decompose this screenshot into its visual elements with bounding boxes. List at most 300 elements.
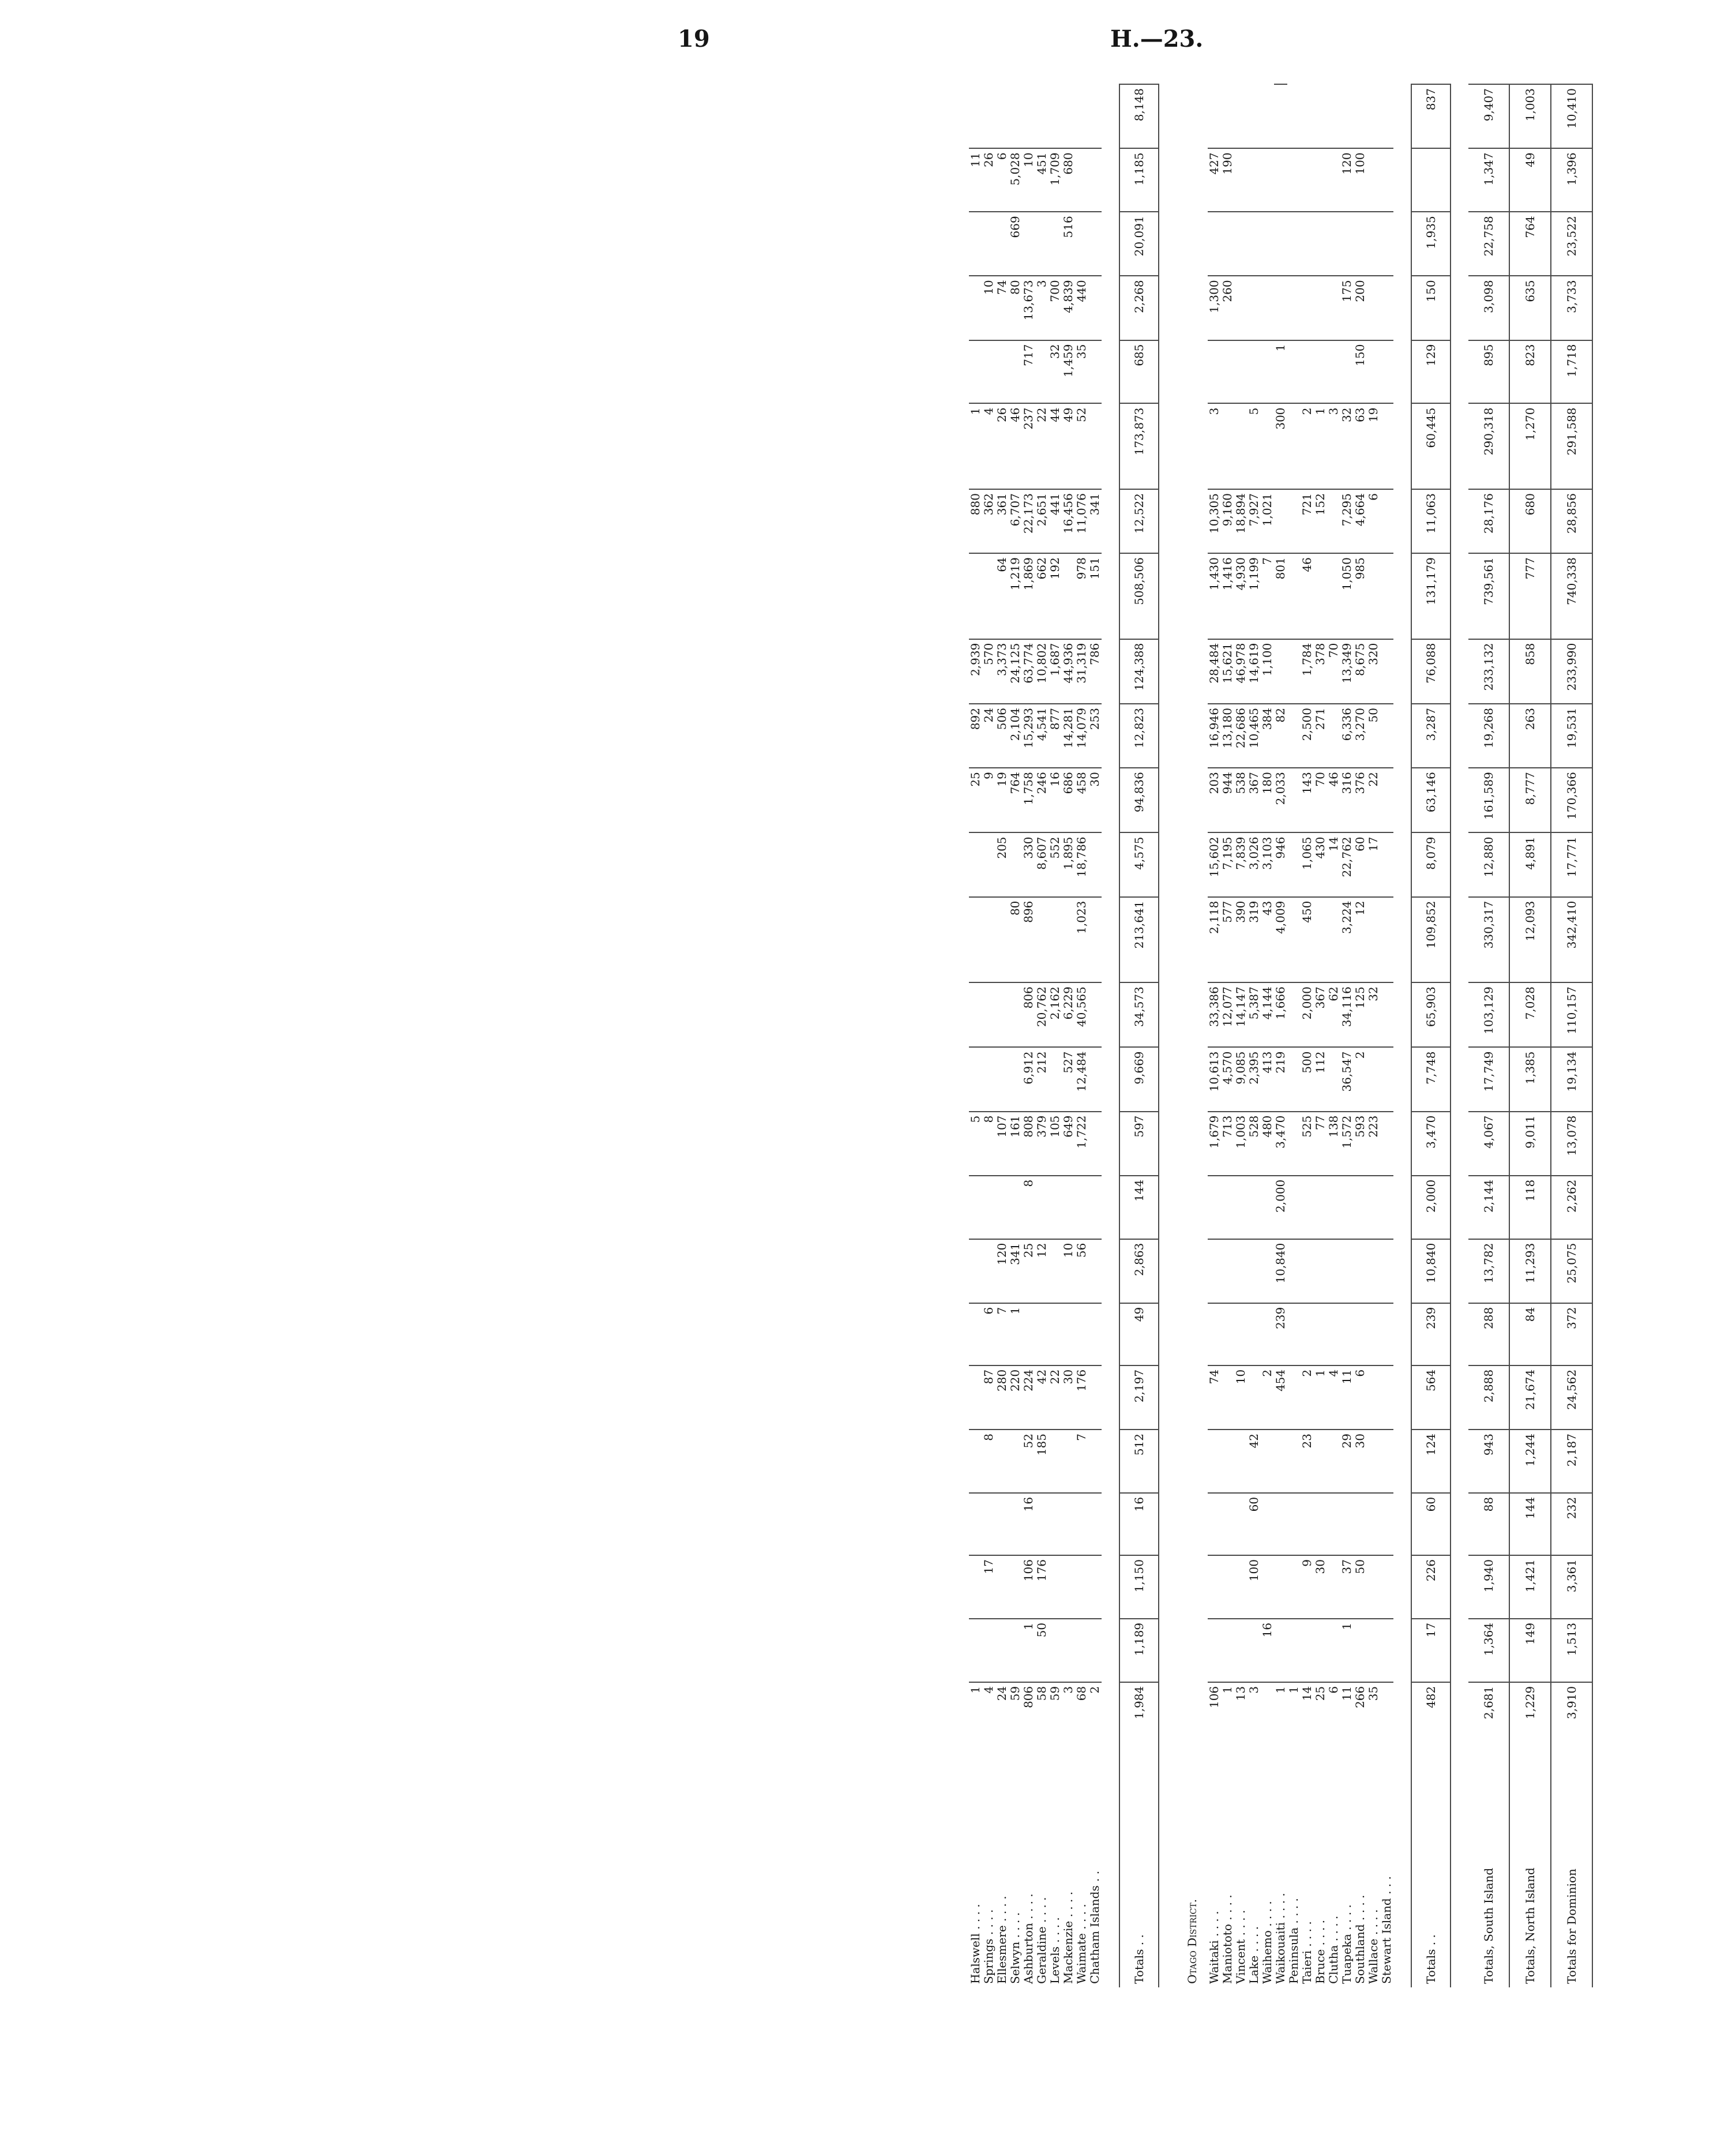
table-cell: [1221, 1303, 1234, 1365]
table-cell: 100: [1247, 1555, 1261, 1619]
table-cell: 60,445: [1411, 403, 1451, 489]
table-cell: 212: [1035, 1047, 1049, 1111]
table-cell: [1287, 982, 1301, 1047]
table-cell: 14: [1301, 1682, 1314, 1745]
table-cell: 161: [1009, 1112, 1022, 1176]
table-cell: 9,011: [1509, 1112, 1551, 1176]
table-cell: 680: [1062, 148, 1075, 212]
table-cell: 1,199: [1247, 553, 1261, 639]
table-cell: 176: [1075, 1365, 1088, 1430]
table-cell: 3,224: [1340, 897, 1354, 983]
table-cell: [1274, 489, 1287, 553]
table-cell: [1314, 212, 1327, 276]
table-cell: [1247, 148, 1261, 212]
table-cell: [1208, 340, 1221, 404]
table-cell: [1088, 1619, 1102, 1682]
table-cell: [1340, 212, 1354, 276]
table-cell: 13,782: [1468, 1239, 1509, 1303]
table-cell: 686: [1062, 768, 1075, 832]
table-cell: 300: [1274, 403, 1287, 489]
table-cell: [1088, 403, 1102, 489]
table-row: [1062, 84, 1075, 1987]
table-cell: [1367, 1239, 1380, 1303]
table-cell: [969, 1047, 982, 1111]
table-row: [1354, 84, 1367, 1987]
table-cell: 30: [1062, 1365, 1075, 1430]
table-cell: [995, 897, 1009, 983]
table-cell: 892: [969, 704, 982, 768]
table-cell: 260: [1221, 276, 1234, 340]
row-label: Peninsula . . . .: [1287, 1898, 1301, 1984]
table-cell: 1,722: [1075, 1112, 1088, 1176]
row-label: Waitaki . . . .: [1207, 1911, 1221, 1984]
table-cell: 538: [1234, 768, 1247, 832]
table-cell: [982, 1239, 995, 1303]
spacer-row: [1102, 84, 1119, 1987]
table-cell: 2,144: [1468, 1176, 1509, 1239]
table-cell: 9,085: [1234, 1047, 1247, 1111]
table-cell: 14,147: [1234, 982, 1247, 1047]
table-cell: 367: [1314, 982, 1327, 1047]
table-cell: [1380, 1047, 1393, 1111]
table-cell: [1354, 1493, 1367, 1555]
table-cell: 65,903: [1411, 982, 1451, 1047]
table-cell: 6,707: [1009, 489, 1022, 553]
table-cell: 3,470: [1411, 1112, 1451, 1176]
table-cell: [1327, 148, 1340, 212]
table-cell: [1208, 1430, 1221, 1493]
table-cell: 56: [1075, 1239, 1088, 1303]
table-cell: [1287, 1619, 1301, 1682]
table-cell: [1274, 639, 1287, 704]
table-cell: 527: [1062, 1047, 1075, 1111]
table-cell: 1,416: [1221, 553, 1234, 639]
table-cell: [1221, 340, 1234, 404]
table-cell: 176: [1035, 1555, 1049, 1619]
table-cell: [969, 897, 982, 983]
table-cell: 1,023: [1075, 897, 1088, 983]
table-cell: 43: [1261, 897, 1274, 983]
table-cell: 24: [982, 704, 995, 768]
table-cell: 149: [1509, 1619, 1551, 1682]
table-cell: 680: [1509, 489, 1551, 553]
table-cell: [1314, 1176, 1327, 1239]
table-cell: 15,621: [1221, 639, 1234, 704]
table-cell: 280: [995, 1365, 1009, 1430]
table-cell: [969, 553, 982, 639]
table-cell: 786: [1088, 639, 1102, 704]
spacer-cell: [1159, 84, 1177, 1987]
table-cell: 506: [995, 704, 1009, 768]
table-cell: [1380, 553, 1393, 639]
table-cell: 10: [1062, 1239, 1075, 1303]
table-cell: 4,570: [1221, 1047, 1234, 1111]
table-cell: 46: [1301, 553, 1314, 639]
table-cell: 6: [995, 148, 1009, 212]
table-cell: 200: [1354, 276, 1367, 340]
table-cell: [1234, 340, 1247, 404]
spacer-row: [1451, 84, 1468, 1987]
table-cell: 233,990: [1551, 639, 1592, 704]
table-cell: [1340, 1303, 1354, 1365]
table-cell: 49: [1119, 1303, 1159, 1365]
table-cell: [1301, 1176, 1314, 1239]
table-cell: [1208, 1493, 1221, 1555]
table-cell: 2,500: [1301, 704, 1314, 768]
table-cell: 12,823: [1119, 704, 1159, 768]
table-row: [1035, 84, 1049, 1987]
table-cell: 896: [1022, 897, 1035, 983]
table-cell: 2,187: [1551, 1430, 1592, 1493]
table-cell: 482: [1411, 1682, 1451, 1745]
table-cell: 1,687: [1049, 639, 1062, 704]
table-cell: [1314, 1430, 1327, 1493]
table-cell: [1088, 982, 1102, 1047]
table-cell: 378: [1314, 639, 1327, 704]
table-cell: [1234, 212, 1247, 276]
table-cell: 390: [1234, 897, 1247, 983]
table-cell: 6: [1354, 1365, 1367, 1430]
table-cell: [1274, 1619, 1287, 1682]
table-cell: 9: [982, 768, 995, 832]
table-cell: 120: [1340, 148, 1354, 212]
table-cell: [1075, 1303, 1088, 1365]
table-cell: [1049, 1619, 1062, 1682]
totals-row: [1119, 84, 1159, 1987]
table-cell: 12,093: [1509, 897, 1551, 983]
table-cell: [1327, 1555, 1340, 1619]
table-cell: 552: [1049, 832, 1062, 896]
table-cell: 49: [1062, 403, 1075, 489]
table-cell: [1301, 340, 1314, 404]
table-cell: 2,888: [1468, 1365, 1509, 1430]
table-cell: [1380, 1112, 1393, 1176]
table-cell: 342,410: [1551, 897, 1592, 983]
table-cell: [982, 982, 995, 1047]
table-cell: [1314, 276, 1327, 340]
table-cell: 288: [1468, 1303, 1509, 1365]
table-cell: [1221, 1239, 1234, 1303]
table-cell: 28,856: [1551, 489, 1592, 553]
row-label: Lake . . . .: [1247, 1926, 1261, 1984]
table-cell: 34,573: [1119, 982, 1159, 1047]
row-label: Waihemo . . . .: [1260, 1901, 1274, 1984]
table-cell: 13,673: [1022, 276, 1035, 340]
table-row: [1340, 84, 1354, 1987]
table-cell: [1261, 212, 1274, 276]
table-cell: 1,050: [1340, 553, 1354, 639]
table-cell: [1247, 276, 1261, 340]
table-cell: [969, 982, 982, 1047]
table-cell: 120: [995, 1239, 1009, 1303]
table-cell: [1380, 1619, 1393, 1682]
table-cell: [982, 1047, 995, 1111]
table-cell: 2,651: [1035, 489, 1049, 553]
table-cell: 330: [1022, 832, 1035, 896]
table-cell: [1327, 340, 1340, 404]
table-cell: [1009, 340, 1022, 404]
table-cell: 16: [1049, 768, 1062, 832]
table-cell: [1075, 212, 1088, 276]
table-cell: [1261, 1430, 1274, 1493]
table-cell: 22: [1367, 768, 1380, 832]
table-cell: [1301, 1493, 1314, 1555]
table-cell: 103,129: [1468, 982, 1509, 1047]
table-cell: 6: [1367, 489, 1380, 553]
table-cell: 19: [1367, 403, 1380, 489]
table-cell: 764: [1009, 768, 1022, 832]
table-cell: [1261, 148, 1274, 212]
table-cell: [1221, 1493, 1234, 1555]
table-cell: 8,148: [1119, 84, 1159, 148]
table-row: [1049, 84, 1062, 1987]
table-cell: 8,607: [1035, 832, 1049, 896]
table-cell: [969, 212, 982, 276]
table-cell: 124,388: [1119, 639, 1159, 704]
table-cell: 23,522: [1551, 212, 1592, 276]
table-cell: 1,244: [1509, 1430, 1551, 1493]
table-cell: 22,173: [1022, 489, 1035, 553]
table-cell: 35: [1075, 340, 1088, 404]
table-cell: 19,268: [1468, 704, 1509, 768]
table-cell: 22,762: [1340, 832, 1354, 896]
table-cell: [1367, 1047, 1380, 1111]
table-cell: 740,338: [1551, 553, 1592, 639]
table-cell: 10,305: [1208, 489, 1221, 553]
table-cell: 1,300: [1208, 276, 1221, 340]
table-cell: 12: [1035, 1239, 1049, 1303]
table-cell: 458: [1075, 768, 1088, 832]
table-cell: [1247, 212, 1261, 276]
table-cell: [1221, 212, 1234, 276]
spacer-cell: [1393, 84, 1411, 1987]
table-cell: 2,104: [1009, 704, 1022, 768]
table-cell: 1: [969, 1682, 982, 1745]
table-cell: 700: [1049, 276, 1062, 340]
row-label: Totals . .: [1119, 1745, 1159, 1987]
table-cell: 1,984: [1119, 1682, 1159, 1745]
table-cell: 263: [1509, 704, 1551, 768]
table-cell: 319: [1247, 897, 1261, 983]
table-cell: [1221, 403, 1234, 489]
row-label: Ashburton . . . .: [1021, 1893, 1035, 1984]
table-cell: [1088, 1112, 1102, 1176]
table-cell: 451: [1035, 148, 1049, 212]
table-cell: 19: [995, 768, 1009, 832]
table-cell: [1261, 1682, 1274, 1745]
table-cell: [1009, 1176, 1022, 1239]
table-cell: [1314, 553, 1327, 639]
table-cell: [1287, 1493, 1301, 1555]
document-reference: H.—23.: [1110, 25, 1204, 52]
table-cell: 106: [1208, 1682, 1221, 1745]
table-cell: 7: [1261, 553, 1274, 639]
table-cell: [1261, 340, 1274, 404]
table-cell: 94,836: [1119, 768, 1159, 832]
table-cell: 721: [1301, 489, 1314, 553]
table-cell: [1088, 1303, 1102, 1365]
table-cell: 4,575: [1119, 832, 1159, 896]
table-cell: 16,946: [1208, 704, 1221, 768]
table-cell: [995, 1493, 1009, 1555]
table-cell: 42: [1247, 1430, 1261, 1493]
table-cell: [1287, 897, 1301, 983]
table-cell: 500: [1301, 1047, 1314, 1111]
table-cell: 450: [1301, 897, 1314, 983]
table-cell: 2,033: [1274, 768, 1287, 832]
table-cell: 110,157: [1551, 982, 1592, 1047]
table-cell: 880: [969, 489, 982, 553]
table-cell: [1380, 1682, 1393, 1745]
table-cell: [1062, 1555, 1075, 1619]
table-cell: [1380, 1239, 1393, 1303]
table-cell: 29: [1340, 1430, 1354, 1493]
table-cell: [1380, 148, 1393, 212]
table-cell: [1049, 1493, 1062, 1555]
table-cell: [1208, 212, 1221, 276]
table-cell: 11,076: [1075, 489, 1088, 553]
table-cell: 372: [1551, 1303, 1592, 1365]
table-cell: [1301, 148, 1314, 212]
table-cell: [1380, 982, 1393, 1047]
table-cell: 14,281: [1062, 704, 1075, 768]
table-cell: [1314, 1239, 1327, 1303]
table-cell: [1088, 1239, 1102, 1303]
table-cell: [1088, 1176, 1102, 1239]
table-row: [1022, 84, 1035, 1987]
table-cell: [1314, 1303, 1327, 1365]
table-cell: [1380, 1303, 1393, 1365]
table-cell: [969, 1303, 982, 1365]
table-cell: 858: [1509, 639, 1551, 704]
table-cell: [969, 1239, 982, 1303]
table-cell: [1009, 1430, 1022, 1493]
table-cell: 1,895: [1062, 832, 1075, 896]
table-cell: [1049, 1176, 1062, 1239]
table-cell: [1247, 1176, 1261, 1239]
table-cell: 12,077: [1221, 982, 1234, 1047]
table-cell: 59: [1049, 1682, 1062, 1745]
table-cell: 7: [995, 1303, 1009, 1365]
table-cell: 161,589: [1468, 768, 1509, 832]
table-cell: [969, 832, 982, 896]
table-cell: [1261, 403, 1274, 489]
table-cell: 62: [1327, 982, 1340, 1047]
table-cell: 63,146: [1411, 768, 1451, 832]
table-cell: 6,336: [1340, 704, 1354, 768]
table-cell: 1,189: [1119, 1619, 1159, 1682]
table-row: [1301, 84, 1314, 1987]
table-cell: 1,758: [1022, 768, 1035, 832]
table-cell: [1380, 1176, 1393, 1239]
table-cell: 8,777: [1509, 768, 1551, 832]
table-cell: 3,098: [1468, 276, 1509, 340]
table-cell: [1287, 639, 1301, 704]
table-cell: [995, 1176, 1009, 1239]
table-cell: [982, 340, 995, 404]
table-cell: [1261, 1239, 1274, 1303]
table-cell: [1367, 897, 1380, 983]
table-cell: [1327, 212, 1340, 276]
table-cell: [1301, 1303, 1314, 1365]
table-cell: 100: [1354, 148, 1367, 212]
table-cell: 30: [1088, 768, 1102, 832]
table-cell: 2,162: [1049, 982, 1062, 1047]
table-cell: [969, 340, 982, 404]
table-cell: 233,132: [1468, 639, 1509, 704]
table-cell: 18,894: [1234, 489, 1247, 553]
table-cell: 59: [1009, 1682, 1022, 1745]
table-cell: 192: [1049, 553, 1062, 639]
table-cell: 341: [1088, 489, 1102, 553]
table-row: [1380, 84, 1393, 1987]
table-cell: 232: [1551, 1493, 1592, 1555]
table-cell: [969, 276, 982, 340]
row-label: Mackenzie . . . .: [1061, 1891, 1075, 1984]
row-label: Wallace . . . .: [1366, 1909, 1380, 1984]
table-cell: 80: [1009, 897, 1022, 983]
table-cell: 3,287: [1411, 704, 1451, 768]
table-cell: 18,786: [1075, 832, 1088, 896]
table-cell: [1075, 1176, 1088, 1239]
table-cell: [1340, 1176, 1354, 1239]
table-cell: [1367, 1303, 1380, 1365]
table-cell: 13,078: [1551, 1112, 1592, 1176]
table-cell: 30: [1354, 1430, 1367, 1493]
table-cell: 87: [982, 1365, 995, 1430]
table-cell: 24,125: [1009, 639, 1022, 704]
table-cell: 1,347: [1468, 148, 1509, 212]
table-cell: 266: [1354, 1682, 1367, 1745]
table-cell: 944: [1221, 768, 1234, 832]
table-cell: [1380, 768, 1393, 832]
table-cell: [1088, 212, 1102, 276]
table-cell: 12,522: [1119, 489, 1159, 553]
table-cell: 525: [1301, 1112, 1314, 1176]
table-cell: 1: [1274, 340, 1287, 404]
spacer-cell: [1102, 84, 1119, 1987]
table-cell: 14,619: [1247, 639, 1261, 704]
table-cell: [982, 1493, 995, 1555]
table-row: [982, 84, 995, 1987]
row-label: Clutha . . . .: [1327, 1915, 1340, 1984]
table-cell: 1: [1314, 403, 1327, 489]
table-cell: 2: [1261, 1365, 1274, 1430]
table-cell: 17: [982, 1555, 995, 1619]
table-cell: [1314, 148, 1327, 212]
table-cell: [1274, 276, 1287, 340]
table-cell: 508,506: [1119, 553, 1159, 639]
table-cell: 877: [1049, 704, 1062, 768]
table-cell: 31,319: [1075, 639, 1088, 704]
table-cell: 2,000: [1274, 1176, 1287, 1239]
table-cell: [1287, 1047, 1301, 1111]
table-cell: 237: [1022, 403, 1035, 489]
table-cell: [1367, 1619, 1380, 1682]
table-cell: 112: [1314, 1047, 1327, 1111]
table-cell: 2,262: [1551, 1176, 1592, 1239]
table-cell: 10,465: [1247, 704, 1261, 768]
table-cell: 4,144: [1261, 982, 1274, 1047]
table-cell: [1022, 212, 1035, 276]
table-cell: 24,562: [1551, 1365, 1592, 1430]
table-cell: 978: [1075, 553, 1088, 639]
table-cell: 107: [995, 1112, 1009, 1176]
table-row: [1314, 84, 1327, 1987]
table-cell: [1354, 1239, 1367, 1303]
table-cell: [995, 1047, 1009, 1111]
table-cell: [1234, 1303, 1247, 1365]
